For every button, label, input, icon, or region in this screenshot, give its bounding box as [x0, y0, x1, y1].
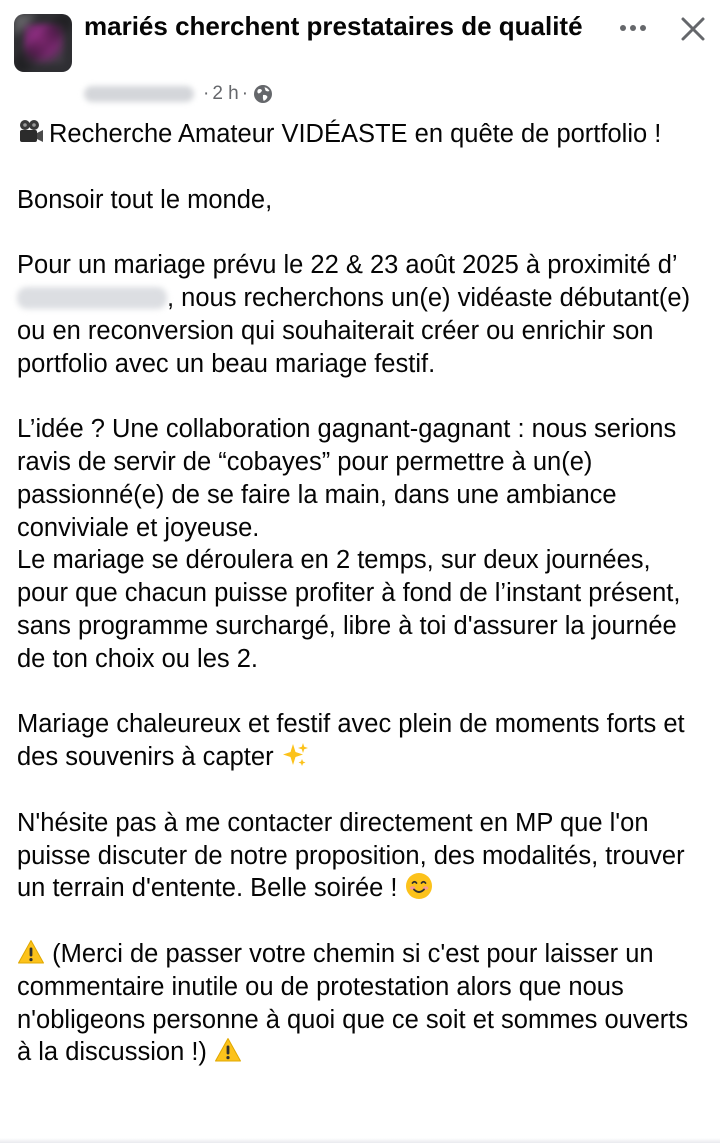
- post-header: [0, 0, 720, 112]
- paragraph-6: [17, 938, 707, 1069]
- post-title-line: [17, 118, 707, 151]
- warning-icon: [17, 938, 45, 966]
- paragraph-5: [17, 807, 707, 905]
- paragraph-1: [17, 249, 707, 380]
- paragraph-3: Le mariage se déroulera en 2 temps, sur deux journées, pour que chacun puisse profiter à fond de l’instant présent, sans programme surchargé, libre à toi d'assurer la journée de ton choix ou les 2.: [17, 546, 681, 673]
- paragraph-2: L’idée ? Une collaboration gagnant-gagnant : nous serions ravis de servir de “cobayes” pour permettre à un(e) passionné(e) de se faire la main, dans une ambiance conviviale et joyeuse.: [17, 415, 677, 542]
- paragraph-4: [17, 708, 707, 774]
- post-title-text: Recherche Amateur VIDÉASTE en quête de portfolio !: [49, 120, 662, 148]
- paragraph-1-end: , nous recherchons un(e) vidéaste débutant(e) ou en reconversion qui souhaiterait créer ou enrichir son portfolio avec un beau mariage festif.: [17, 283, 691, 378]
- warning-icon: [214, 1036, 242, 1064]
- greeting: Bonsoir tout le monde,: [17, 185, 273, 214]
- location-redacted: [17, 287, 167, 309]
- close-icon[interactable]: [676, 12, 710, 46]
- meta-separator: ·: [203, 83, 210, 104]
- group-avatar[interactable]: [14, 14, 72, 72]
- post-time[interactable]: 2 h: [212, 83, 239, 104]
- paragraph-4-text: Mariage chaleureux et festif avec plein de moments forts et des souvenirs à capter: [17, 710, 685, 772]
- smiling-face-icon: [405, 872, 433, 900]
- post-message: [17, 118, 707, 1069]
- meta-separator: ·: [241, 83, 249, 104]
- paragraph-1-start: Pour un mariage prévu le 22 & 23 août 2025 à proximité d’: [17, 251, 678, 280]
- more-options-icon[interactable]: [616, 14, 650, 42]
- sparkles-icon: [281, 741, 309, 769]
- paragraph-6-text: (Merci de passer votre chemin si c'est pour laisser un commentaire inutile ou de protestation alors que nous n'obligeons personne à quoi que ce soit et sommes ouverts à la discussion !): [17, 939, 689, 1067]
- author-name-redacted[interactable]: [84, 86, 194, 102]
- paragraph-5-text: N'hésite pas à me contacter directement en MP que l'on puisse discuter de notre proposition, des modalités, trouver un terrain d'entente. Belle soirée !: [17, 808, 685, 903]
- group-name[interactable]: mariés cherchent prestataires de qualité: [84, 11, 583, 41]
- movie-camera-icon: [17, 118, 45, 146]
- post-bottom-edge: [0, 1138, 720, 1143]
- globe-icon: [253, 84, 273, 104]
- post-meta: [84, 80, 273, 108]
